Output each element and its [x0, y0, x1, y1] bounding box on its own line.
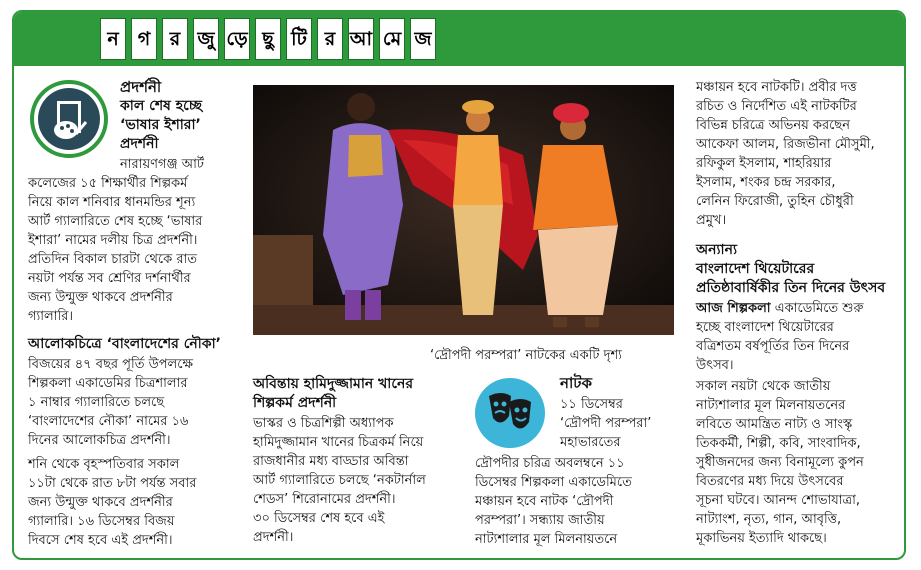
theatre-masks-icon: [475, 378, 545, 448]
headline-bold: আজ শিল্পকলা: [696, 301, 771, 316]
stage-photo: [253, 85, 674, 335]
body-line: আর্ট গ্যালারিতে চলছে ‘নকটার্নাল: [253, 473, 426, 488]
body-line: লেনিন ফিরোজী, তুহিন চৌধুরী: [696, 194, 854, 209]
headline-line: ‘ভাষার ইশারা’: [120, 117, 201, 133]
body-line: বিজয়ের ৪৭ বছর পূর্তি উপলক্ষে: [28, 357, 193, 372]
body-line: বিতরণের মধ্য দিয়ে উৎসবের: [696, 474, 844, 489]
title-letter: র: [162, 18, 188, 60]
body-line: নিয়ে কাল শনিবার ধানমন্ডির শূন্য: [28, 195, 196, 210]
body-line: জন্য উন্মুক্ত থাকবে প্রদর্শনীর: [28, 495, 173, 510]
body-line: ইসলাম, শংকর চন্দ্র সরকার,: [696, 175, 836, 190]
title-letter: জ: [410, 18, 436, 60]
body-line: ডিসেম্বর শিল্পকলা একাডেমিতে: [475, 475, 632, 490]
body-line: ১১ ডিসেম্বর: [560, 397, 623, 412]
body-line: [696, 299, 863, 318]
body-line: রফিকুল ইসলাম, শাহরিয়ার: [696, 156, 832, 171]
headline-line: প্রতিষ্ঠাবার্ষিকীর তিন দিনের উৎসব: [696, 280, 886, 296]
headline: আলোকচিত্রে ‘বাংলাদেশের নৌকা’: [28, 336, 221, 352]
headline-line: শিল্পকর্ম প্রদর্শনী: [253, 395, 337, 411]
body-line: প্রদর্শনী।: [253, 530, 294, 545]
body-line: আকেফা আলম, রিজভীনা মৌসুমী,: [696, 137, 875, 152]
body-line: বত্রিশতম বর্ষপূর্তির তিন দিনের: [696, 339, 850, 354]
header-banner: [14, 12, 904, 66]
section-label: অন্যান্য: [696, 242, 738, 258]
body-line: সূচনা ঘটবে। আনন্দ শোভাযাত্রা,: [696, 493, 861, 508]
body-line: মঞ্চায়ন হবে নাটক ‘দ্রৌপদী: [475, 494, 614, 509]
body-line: বিভিন্ন চরিত্রে অভিনয় করছেন: [696, 118, 851, 133]
headline-line: অবিন্তায় হামিদুজ্জামান খানের: [253, 376, 414, 392]
title-letter: আ: [348, 18, 374, 60]
title-letter: ড়ে: [224, 18, 250, 60]
body-line: নাট্যাংশ, নৃত্য, গান, আবৃত্তি,: [696, 512, 842, 527]
body-line: ‘দ্রৌপদী পরম্পরা’: [560, 416, 652, 431]
body-inline: একাডেমিতে শুরু: [770, 301, 864, 316]
body-line: শিল্পকলা একাডেমির চিত্রশালার: [28, 376, 188, 391]
body-line: ১১টা থেকে রাত ৮টা পর্যন্ত সবার: [28, 476, 197, 491]
photo-caption: ‘দ্রৌপদী পরম্পরা’ নাটকের একটি দৃশ্য: [430, 348, 622, 363]
headline-line: প্রদর্শনী: [120, 136, 159, 152]
body-line: দিনের আলোকচিত্র প্রদর্শনী।: [28, 433, 171, 448]
body-line: দ্রৌপদীর চরিত্র অবলম্বনে ১১: [475, 456, 625, 471]
body-line: হামিদুজ্জামান খানের চিত্রকর্ম নিয়ে: [253, 435, 424, 450]
title-letter: ছু: [255, 18, 281, 60]
title-letter: র: [317, 18, 343, 60]
body-line: দিবসে শেষ হবে এই প্রদর্শনী।: [28, 533, 173, 548]
body-line: শেডস’ শিরোনামের প্রদর্শনী।: [253, 492, 396, 507]
body-line: জন্য উন্মুক্ত থাকবে প্রদর্শনীর: [28, 290, 173, 305]
body-line: মূকাভিনয় ইত্যাদি থাকছে।: [696, 531, 827, 546]
body-line: ‘বাংলাদেশের নৌকা’ নামের ১৬: [28, 414, 189, 429]
section-label: নাটক: [560, 374, 592, 392]
body-line: নাট্যশালার মূল মিলনায়তনে: [475, 532, 618, 547]
title-letter: মে: [379, 18, 405, 60]
body-line: মহাভারতের: [560, 435, 621, 450]
body-line: তিককর্মী, শিল্পী, কবি, সাংবাদিক,: [696, 436, 861, 451]
title-letter: গ: [131, 18, 157, 60]
body-line: শনি থেকে বৃহস্পতিবার সকাল: [28, 457, 180, 472]
body-line: উৎসব।: [696, 358, 734, 373]
headline-line: বাংলাদেশ থিয়েটারের: [696, 261, 815, 277]
body-line: নারায়ণগঞ্জ আর্ট: [120, 157, 204, 172]
body-line: নয়টা পর্যন্ত সব শ্রেণির দর্শনার্থীর: [28, 271, 191, 286]
body-line: প্রতিদিন বিকাল চারটা থেকে রাত: [28, 252, 197, 267]
body-line: সুধীজনদের জন্য বিনামূল্যে কুপন: [696, 455, 864, 470]
body-line: প্রমুখ।: [696, 213, 727, 228]
body-line: কলেজের ১৫ শিক্ষার্থীর শিল্পকর্ম: [28, 176, 188, 191]
section-label: প্রদর্শনী: [120, 78, 162, 96]
body-line: ইশারা’ নামের দলীয় চিত্র প্রদর্শনী।: [28, 233, 198, 248]
title-letter: টি: [286, 18, 312, 60]
body-line: ৩০ ডিসেম্বর শেষ হবে এই: [253, 511, 385, 526]
body-line: পরম্পরা’। সন্ধ্যায় জাতীয়: [475, 513, 605, 528]
body-line: হচ্ছে বাংলাদেশ থিয়েটারের: [696, 320, 834, 335]
body-line: গ্যালারি। ১৬ ডিসেম্বর বিজয়: [28, 514, 175, 529]
body-line: গ্যালারি।: [28, 309, 74, 324]
body-line: ১ নাম্বার গ্যালারিতে চলছে: [28, 395, 165, 410]
body-line: লবিতে আমন্ত্রিত নাট্য ও সাংস্কৃ: [696, 417, 853, 432]
headline-line: কাল শেষ হচ্ছে: [120, 98, 202, 114]
header-title: [100, 18, 441, 60]
body-line: রাজধানীর মধ্য বাড্ডার অবিন্তা: [253, 454, 409, 469]
body-line: মঞ্চায়ন হবে নাটকটি। প্রবীর দত্ত: [696, 80, 857, 95]
body-line: আর্ট গ্যালারিতে শেষ হচ্ছে ‘ভাষার: [28, 214, 203, 229]
body-line: সকাল নয়টা থেকে জাতীয়: [696, 379, 831, 394]
title-letter: জু: [193, 18, 219, 60]
body-line: ভাস্কর ও চিত্রশিল্পী অধ্যাপক: [253, 416, 394, 431]
title-letter: ন: [100, 18, 126, 60]
body-line: নাট্যশালার মূল মিলনায়তনের: [696, 398, 846, 413]
palette-icon: [30, 80, 108, 158]
body-line: রচিত ও নির্দেশিত এই নাটকটির: [696, 99, 857, 114]
